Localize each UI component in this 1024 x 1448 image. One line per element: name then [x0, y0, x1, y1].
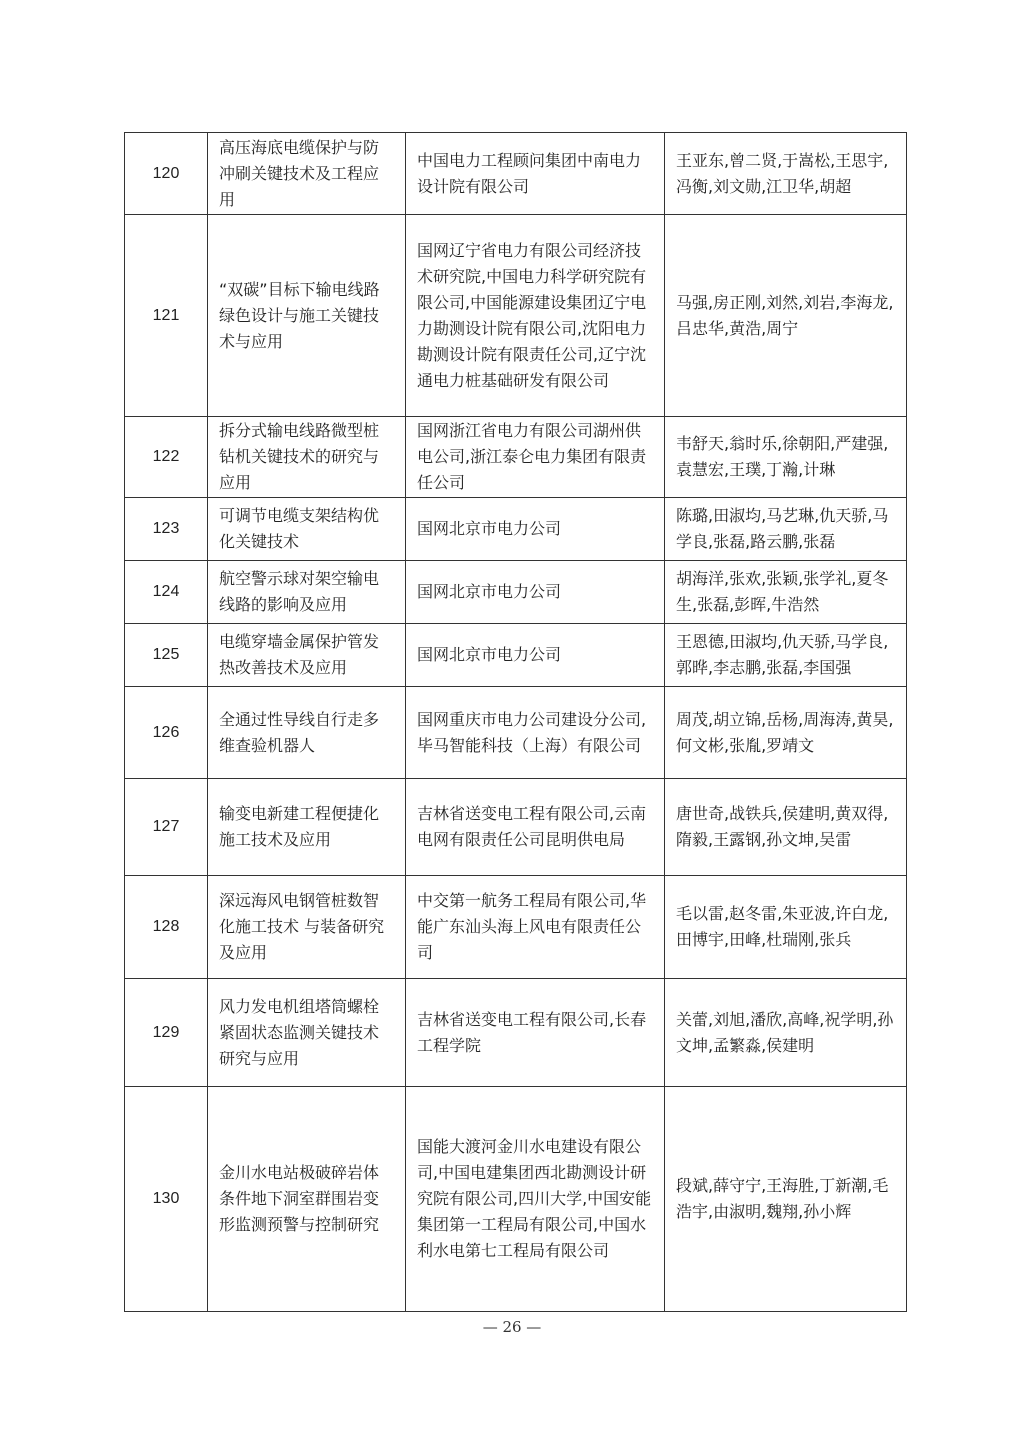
row-number: 130 [125, 1087, 208, 1312]
row-number: 127 [125, 779, 208, 876]
organizations: 吉林省送变电工程有限公司,云南电网有限责任公司昆明供电局 [406, 779, 665, 876]
organizations: 国网北京市电力公司 [406, 498, 665, 561]
organizations: 国网重庆市电力公司建设分公司,毕马智能科技（上海）有限公司 [406, 687, 665, 779]
organizations: 国网北京市电力公司 [406, 624, 665, 687]
participants: 王亚东,曾二贤,于嵩松,王思宇,冯衡,刘文勋,江卫华,胡超 [665, 133, 907, 215]
row-number: 121 [125, 215, 208, 417]
project-name: 电缆穿墙金属保护管发热改善技术及应用 [208, 624, 406, 687]
organizations: 国网北京市电力公司 [406, 561, 665, 624]
table-row [125, 417, 907, 498]
table-row [125, 561, 907, 624]
participants: 陈璐,田淑均,马艺琳,仇天骄,马学良,张磊,路云鹏,张磊 [665, 498, 907, 561]
row-number: 126 [125, 687, 208, 779]
table-row [125, 624, 907, 687]
participants: 周茂,胡立锦,岳杨,周海涛,黄昊,何文彬,张胤,罗靖文 [665, 687, 907, 779]
participants: 毛以雷,赵冬雷,朱亚波,许白龙,田博宇,田峰,杜瑞刚,张兵 [665, 876, 907, 979]
project-name: 全通过性导线自行走多维查验机器人 [208, 687, 406, 779]
project-name: 拆分式输电线路微型桩钻机关键技术的研究与应用 [208, 417, 406, 498]
organizations: 吉林省送变电工程有限公司,长春工程学院 [406, 979, 665, 1087]
table-row [125, 215, 907, 417]
page-number: — 26 — [482, 1318, 542, 1336]
project-name: 深远海风电钢管桩数智化施工技术 与装备研究及应用 [208, 876, 406, 979]
participants: 王恩德,田淑均,仇天骄,马学良,郭晔,李志鹏,张磊,李国强 [665, 624, 907, 687]
table-row [125, 979, 907, 1087]
table-row [125, 133, 907, 215]
organizations: 国网辽宁省电力有限公司经济技术研究院,中国电力科学研究院有限公司,中国能源建设集团辽宁电力勘测设计院有限公司,沈阳电力勘测设计院有限责任公司,辽宁沈通电力桩基础研发有限公司 [406, 215, 665, 417]
project-name: 高压海底电缆保护与防冲刷关键技术及工程应用 [208, 133, 406, 215]
row-number: 129 [125, 979, 208, 1087]
participants: 胡海洋,张欢,张颖,张学礼,夏冬生,张磊,彭晖,牛浩然 [665, 561, 907, 624]
row-number: 128 [125, 876, 208, 979]
project-name: “双碳”目标下输电线路绿色设计与施工关键技术与应用 [208, 215, 406, 417]
table-row [125, 876, 907, 979]
project-name: 可调节电缆支架结构优化关键技术 [208, 498, 406, 561]
row-number: 123 [125, 498, 208, 561]
row-number: 124 [125, 561, 208, 624]
row-number: 125 [125, 624, 208, 687]
table-row [125, 498, 907, 561]
project-name: 风力发电机组塔筒螺栓紧固状态监测关键技术研究与应用 [208, 979, 406, 1087]
table-row [125, 779, 907, 876]
table-row [125, 1087, 907, 1312]
participants: 马强,房正刚,刘然,刘岩,李海龙,吕忠华,黄浩,周宁 [665, 215, 907, 417]
project-name: 输变电新建工程便捷化施工技术及应用 [208, 779, 406, 876]
participants: 韦舒天,翁时乐,徐朝阳,严建强,袁慧宏,王璞,丁瀚,计琳 [665, 417, 907, 498]
row-number: 122 [125, 417, 208, 498]
organizations: 中交第一航务工程局有限公司,华能广东汕头海上风电有限责任公司 [406, 876, 665, 979]
participants: 唐世奇,战铁兵,侯建明,黄双得,隋毅,王露钢,孙文坤,吴雷 [665, 779, 907, 876]
participants: 段斌,薛守宁,王海胜,丁新潮,毛浩宇,由淑明,魏翔,孙小辉 [665, 1087, 907, 1312]
project-name: 航空警示球对架空输电线路的影响及应用 [208, 561, 406, 624]
organizations: 国能大渡河金川水电建设有限公司,中国电建集团西北勘测设计研究院有限公司,四川大学,中国安能集团第一工程局有限公司,中国水利水电第七工程局有限公司 [406, 1087, 665, 1312]
participants: 关蕾,刘旭,潘欣,高峰,祝学明,孙文坤,孟繁淼,侯建明 [665, 979, 907, 1087]
row-number: 120 [125, 133, 208, 215]
project-name: 金川水电站极破碎岩体条件地下洞室群围岩变形监测预警与控制研究 [208, 1087, 406, 1312]
table-row [125, 687, 907, 779]
organizations: 中国电力工程顾问集团中南电力设计院有限公司 [406, 133, 665, 215]
organizations: 国网浙江省电力有限公司湖州供电公司,浙江泰仑电力集团有限责任公司 [406, 417, 665, 498]
awards-table [124, 132, 907, 1312]
